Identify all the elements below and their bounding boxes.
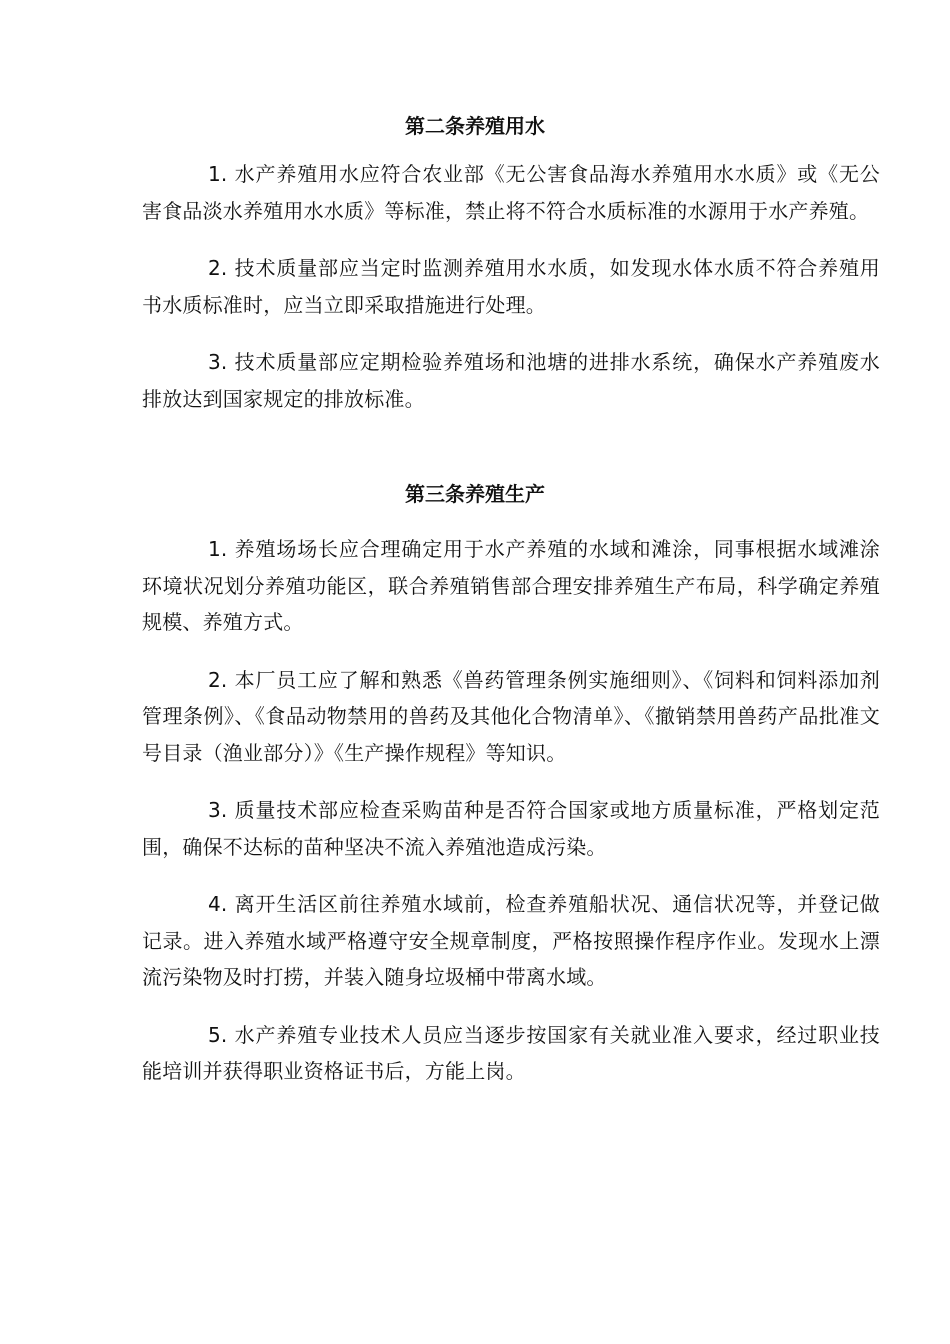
section-heading-water: 第二条养殖用水: [405, 114, 545, 138]
section-water-body: [142, 156, 880, 417]
section-heading-production: 第三条养殖生产: [405, 482, 545, 506]
paragraph: 4. 离开生活区前往养殖水域前，检查养殖船状况、通信状况等，并登记做记录。进入养殖水域严格遵守安全规章制度，严格按照操作程序作业。发现水上漂流污染物及时打捞，并装入随身垃圾桶中带离水域。: [142, 892, 880, 989]
paragraph: 3. 技术质量部应定期检验养殖场和池塘的进排水系统，确保水产养殖废水排放达到国家规定的排放标准。: [142, 350, 880, 411]
paragraph: 2. 本厂员工应了解和熟悉《兽药管理条例实施细则》、《饲料和饲料添加剂管理条例》、《食品动物禁用的兽药及其他化合物清单》、《撤销禁用兽药产品批准文号目录（渔业部分）》《生产操作规程》等知识。: [142, 667, 880, 765]
paragraph: 5. 水产养殖专业技术人员应当逐步按国家有关就业准入要求，经过职业技能培训并获得职业资格证书后，方能上岗。: [142, 1022, 880, 1083]
paragraph: 1. 养殖场场长应合理确定用于水产养殖的水域和滩涂，同事根据水域滩涂环境状况划分养殖功能区，联合养殖销售部合理安排养殖生产布局，科学确定养殖规模、养殖方式。: [142, 537, 880, 634]
paragraph: 1. 水产养殖用水应符合农业部《无公害食品海水养殖用水水质》或《无公害食品淡水养殖用水水质》等标准，禁止将不符合水质标准的水源用于水产养殖。: [142, 162, 880, 223]
paragraph: 3. 质量技术部应检查采购苗种是否符合国家或地方质量标准，严格划定范围，确保不达标的苗种坚决不流入养殖池造成污染。: [142, 798, 880, 859]
paragraph: 2. 技术质量部应当定时监测养殖用水水质，如发现水体水质不符合养殖用书水质标准时，应当立即采取措施进行处理。: [142, 256, 880, 317]
section-production-body: [142, 531, 880, 1090]
